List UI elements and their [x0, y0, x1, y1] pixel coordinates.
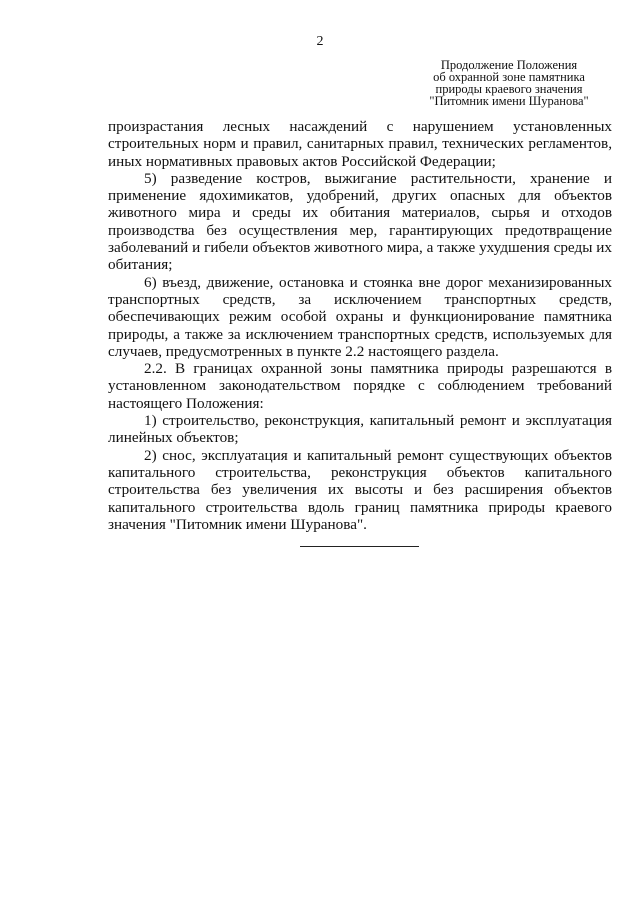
paragraph-continuation: произрастания лесных насаждений с нарушением установленных строительных норм и правил, санитарных правил, технических регламентов, иных нормативных правовых актов Российской Федерации; — [108, 118, 612, 170]
header-line: природы краевого значения — [435, 82, 583, 96]
paragraph-item-5: 5) разведение костров, выжигание растительности, хранение и применение ядохимикатов, удобрений, других опасных для объектов животного мира и среды их обитания материалов, сырья и отходов производства без осуществления мер, гарантирующих предотвращение заболеваний и гибели объектов животного мира, а также ухудшения среды их обитания; — [108, 169, 612, 274]
end-divider — [300, 546, 419, 547]
document-header — [409, 59, 609, 107]
paragraph-item-2: 2) снос, эксплуатация и капитальный ремонт существующих объектов капитального строительства, реконструкция объектов капитального строительства без увеличения их высоты и без расширения объектов капитального строительства вдоль границ памятника природы краевого значения "Питомник имени Шуранова". — [108, 446, 612, 533]
paragraph-item-1: 1) строительство, реконструкция, капитальный ремонт и эксплуатация линейных объектов; — [108, 412, 612, 447]
header-line: об охранной зоне памятника — [433, 70, 585, 84]
header-line: Продолжение Положения — [440, 58, 578, 72]
paragraph-item-6: 6) въезд, движение, остановка и стоянка вне дорог механизированных транспортных средств, за исключением транспортных средств, обеспечивающих режим особой охраны и функционирование памятника природы, а также за исключением транспортных средств, используемых для случаев, предусмотренных в пункте 2.2 настоящего раздела. — [108, 273, 612, 360]
header-line: "Питомник имени Шуранова" — [429, 94, 589, 108]
document-body — [108, 118, 612, 533]
page-number: 2 — [316, 34, 324, 49]
paragraph-section-2-2: 2.2. В границах охранной зоны памятника природы разрешаются в установленном законодательством порядке с соблюдением требований настоящего Положения: — [108, 360, 612, 412]
